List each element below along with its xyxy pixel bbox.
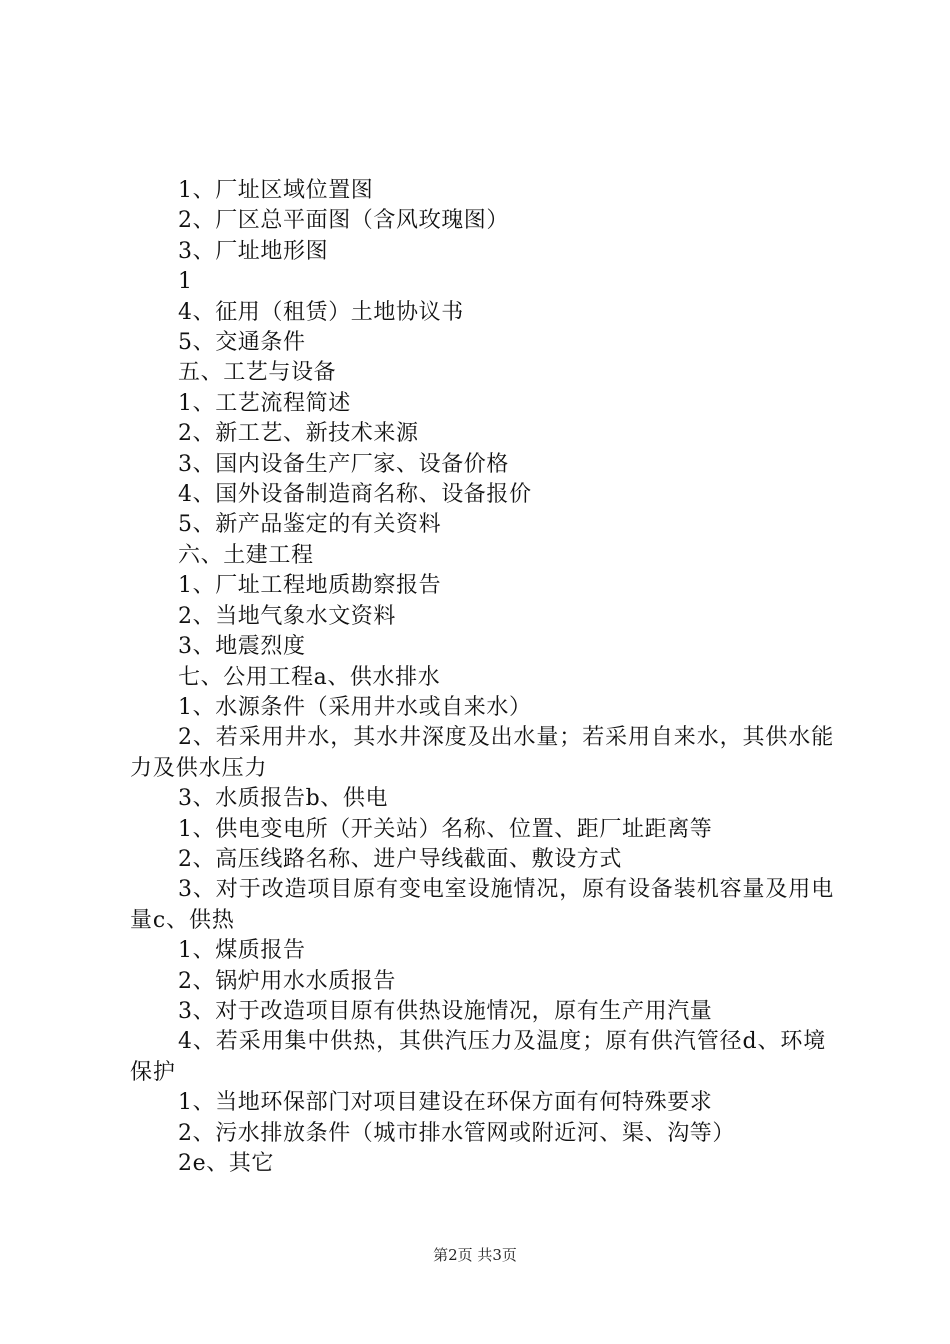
text-line: 4、国外设备制造商名称、设备报价: [178, 482, 532, 508]
page-number-inline: 1: [178, 269, 193, 295]
text-line: 5、新产品鉴定的有关资料: [178, 512, 442, 538]
text-line: 1、当地环保部门对项目建设在环保方面有何特殊要求: [178, 1090, 713, 1116]
page-footer: 第2页 共3页: [433, 1246, 517, 1264]
text-line: 1、煤质报告: [178, 938, 306, 964]
document-body: [130, 176, 835, 1179]
section-heading: 六、土建工程: [178, 542, 314, 568]
text-line: 1、水源条件（采用井水或自来水）: [178, 694, 532, 720]
text-line: 3、地震烈度: [178, 634, 306, 660]
text-line: 2、当地气象水文资料: [178, 603, 396, 629]
text-line: 3、对于改造项目原有供热设施情况，原有生产用汽量: [178, 998, 713, 1024]
text-line: 1、厂址区域位置图: [178, 178, 374, 203]
text-line: 1、工艺流程简述: [178, 390, 351, 416]
text-line: 3、水质报告b、供电: [178, 786, 389, 812]
text-line: 3、国内设备生产厂家、设备价格: [178, 451, 509, 477]
text-line: 4、征用（租赁）土地协议书: [178, 299, 464, 325]
text-line: 3、厂址地形图: [178, 238, 329, 264]
text-paragraph: 4、若采用集中供热，其供汽压力及温度；原有供汽管径d、环境保护: [130, 1029, 827, 1085]
text-line: 2、锅炉用水水质报告: [178, 968, 396, 994]
section-heading: 七、公用工程a、供水排水: [178, 664, 441, 690]
text-paragraph: 2、若采用井水，其水井深度及出水量；若采用自来水，其供水能力及供水压力: [130, 725, 835, 781]
text-line: 2、厂区总平面图（含风玫瑰图）: [178, 208, 509, 234]
text-paragraph: 3、对于改造项目原有变电室设施情况，原有设备装机容量及用电量c、供热: [130, 877, 835, 933]
text-line: 2、新工艺、新技术来源: [178, 421, 419, 447]
text-line: 1、厂址工程地质勘察报告: [178, 573, 442, 599]
text-line: 5、交通条件: [178, 330, 306, 356]
section-heading: 五、工艺与设备: [178, 360, 337, 386]
text-line: 2、高压线路名称、进户导线截面、敷设方式: [178, 846, 622, 872]
text-line: 2e、其它: [178, 1151, 275, 1176]
text-line: 2、污水排放条件（城市排水管网或附近河、渠、沟等）: [178, 1120, 735, 1146]
text-line: 1、供电变电所（开关站）名称、位置、距厂址距离等: [178, 816, 713, 842]
